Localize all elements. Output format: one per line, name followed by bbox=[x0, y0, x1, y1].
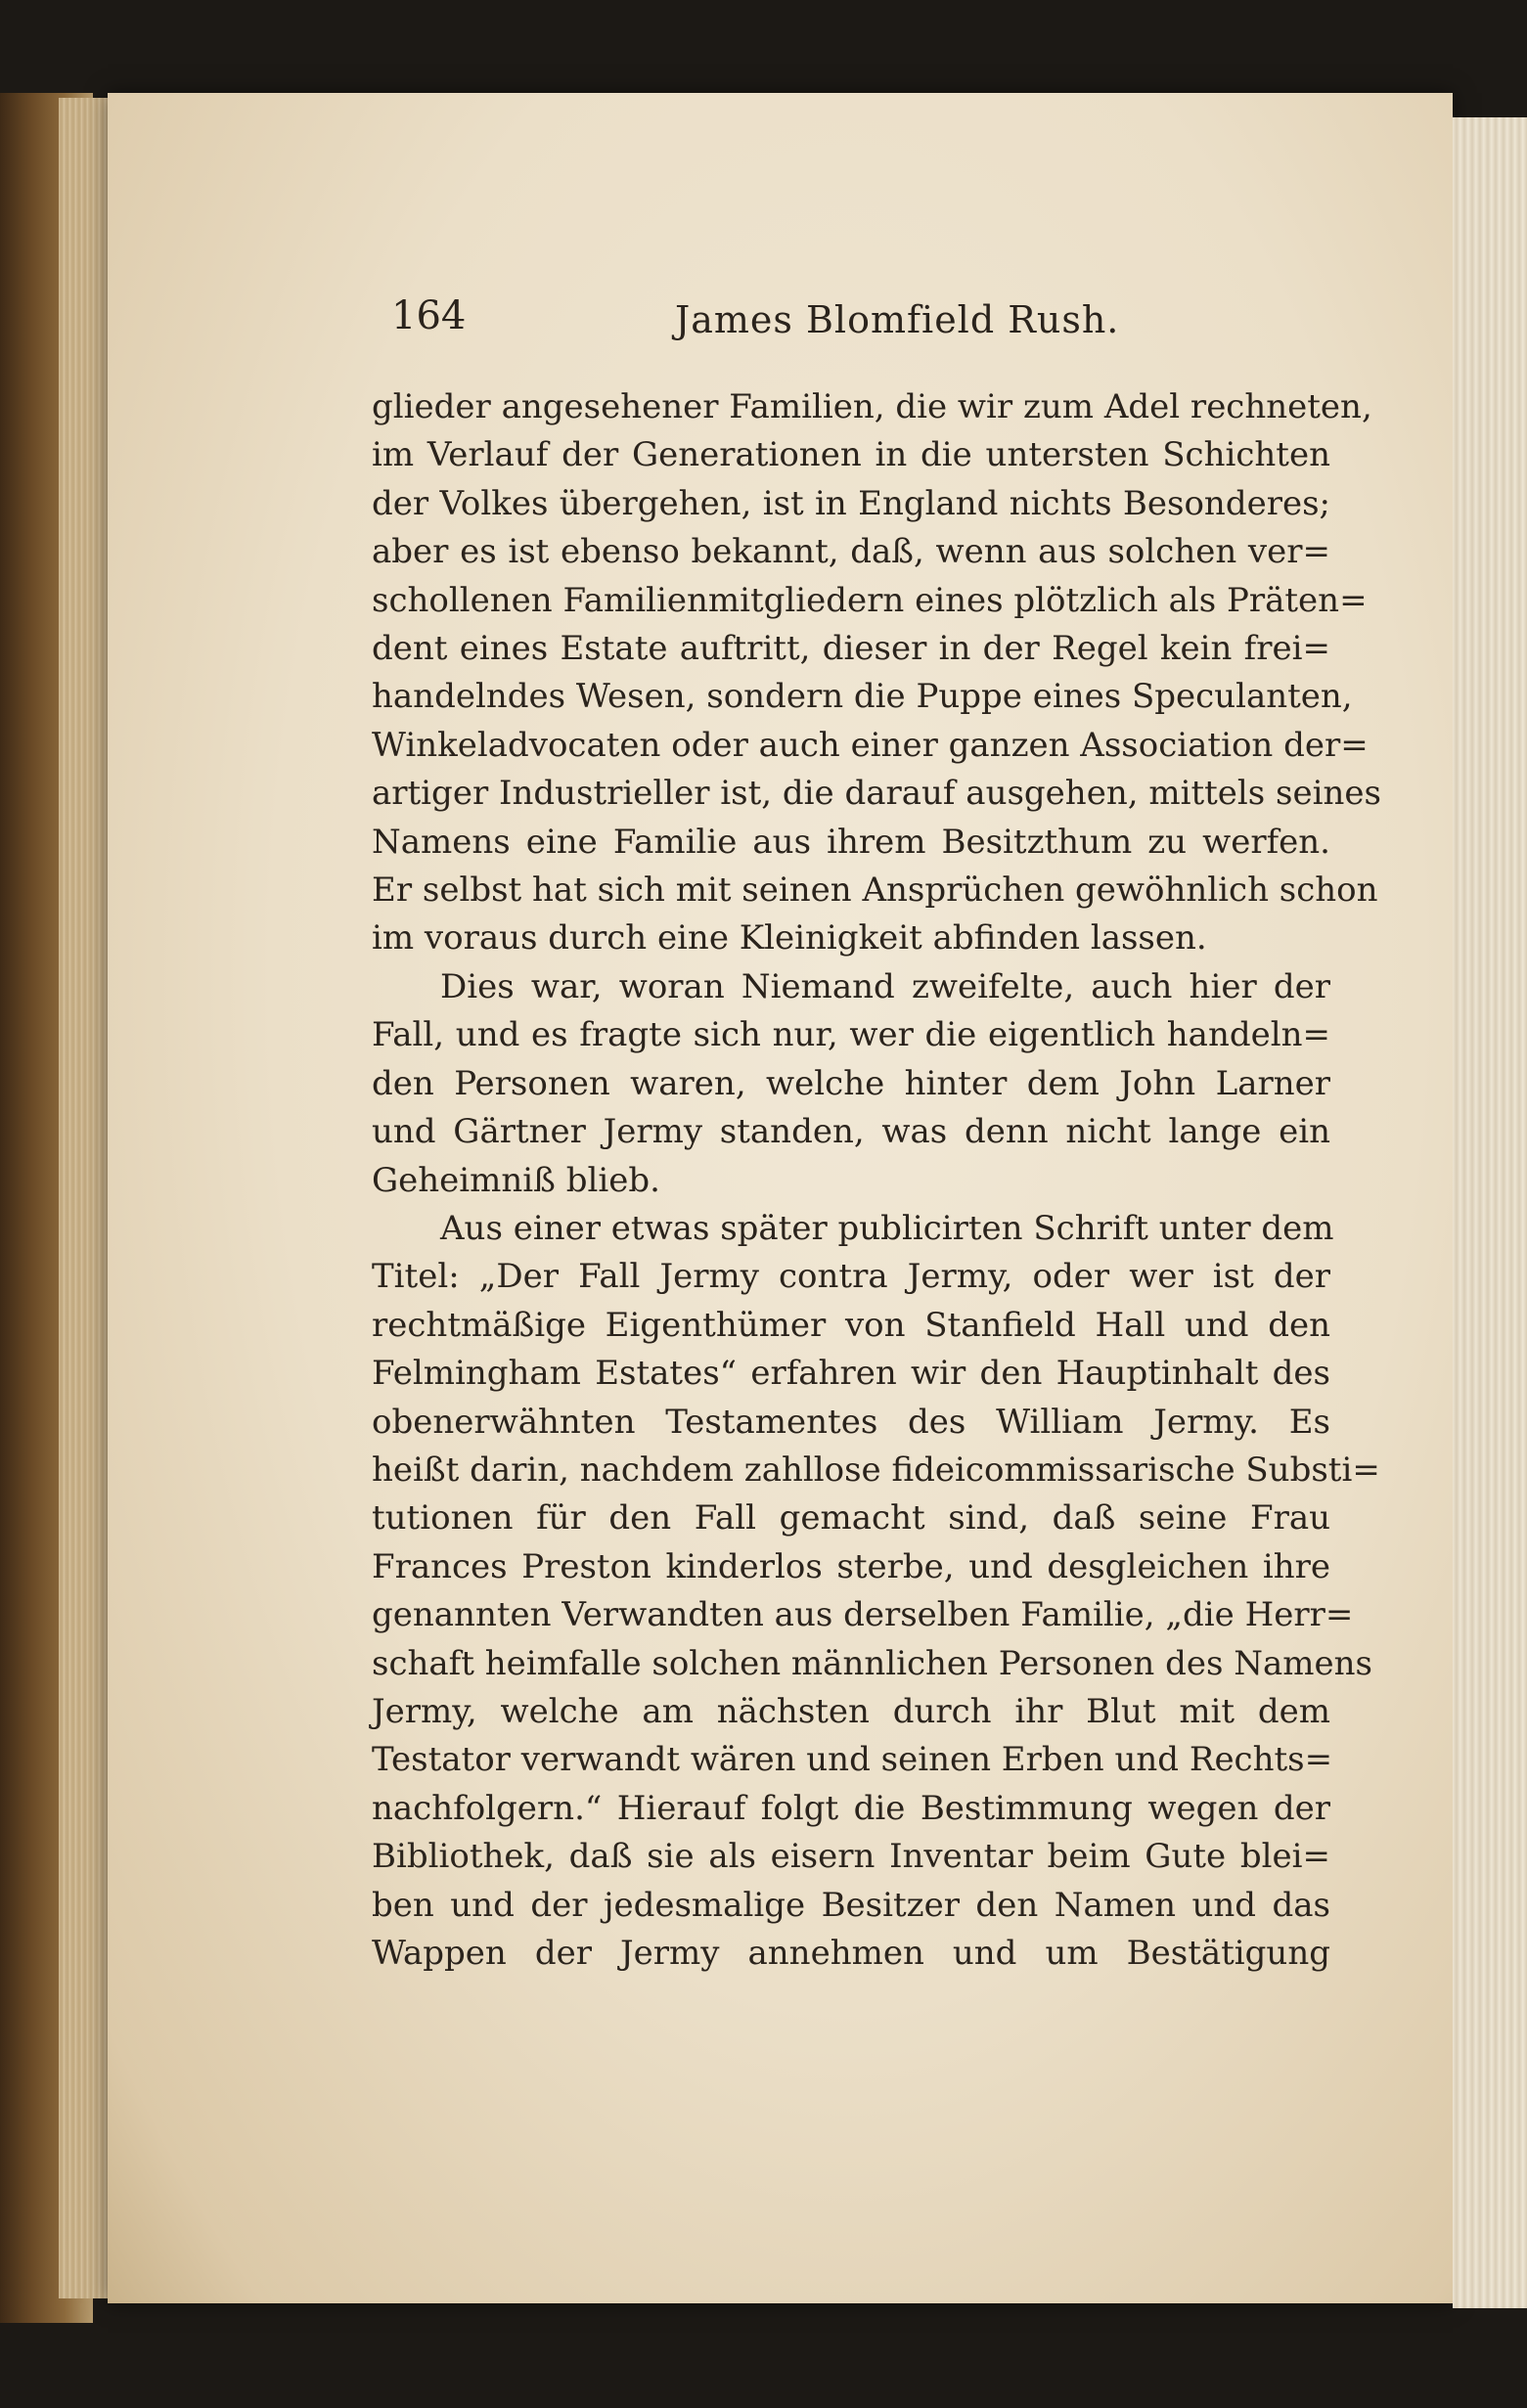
paragraph bbox=[372, 383, 1381, 963]
text-line: Testator verwandt wären und seinen Erben und Rechts= bbox=[372, 1740, 1333, 1780]
text-line: Dies war, woran Niemand zweifelte, auch hier der bbox=[440, 966, 1330, 1006]
text-line: Er selbst hat sich mit seinen Ansprüchen gewöhnlich schon bbox=[372, 870, 1378, 911]
text-line: Frances Preston kinderlos sterbe, und desgleichen ihre bbox=[372, 1546, 1330, 1586]
text-line: schollenen Familienmitgliedern eines plötzlich als Präten= bbox=[372, 580, 1368, 620]
text-line: Bibliothek, daß sie als eisern Inventar beim Gute blei= bbox=[372, 1837, 1330, 1877]
text-line: Titel: „Der Fall Jermy contra Jermy, oder wer ist der bbox=[372, 1257, 1330, 1297]
text-line: ben und der jedesmalige Besitzer den Namen und das bbox=[372, 1885, 1330, 1925]
text-line: obenerwähnten Testamentes des William Jermy. Es bbox=[372, 1402, 1330, 1442]
text-line: der Volkes übergehen, ist in England nichts Besonderes; bbox=[372, 483, 1330, 523]
text-line: handelndes Wesen, sondern die Puppe eines Speculanten, bbox=[372, 677, 1353, 717]
text-line: glieder angesehener Familien, die wir zum Adel rechneten, bbox=[372, 387, 1372, 426]
text-line: Aus einer etwas später publicirten Schrift unter dem bbox=[440, 1208, 1334, 1248]
text-line: schaft heimfalle solchen männlichen Personen des Namens bbox=[372, 1643, 1372, 1683]
text-line: tutionen für den Fall gemacht sind, daß seine Frau bbox=[372, 1498, 1330, 1538]
text-line: rechtmäßige Eigenthümer von Stanfield Hall und den bbox=[372, 1305, 1330, 1345]
paragraph bbox=[372, 963, 1330, 1205]
text-line: im Verlauf der Generationen in die untersten Schichten bbox=[372, 435, 1330, 475]
text-line: aber es ist ebenso bekannt, daß, wenn aus solchen ver= bbox=[372, 532, 1330, 572]
text-line: im voraus durch eine Kleinigkeit abfinden lassen. bbox=[372, 918, 1207, 959]
text-line: Geheimniß blieb. bbox=[372, 1160, 660, 1200]
text-line: Fall, und es fragte sich nur, wer die eigentlich handeln= bbox=[372, 1015, 1330, 1055]
page-number: 164 bbox=[391, 293, 467, 338]
running-head: James Blomfield Rush. bbox=[675, 298, 1120, 341]
text-line: Felmingham Estates“ erfahren wir den Hauptinhalt des bbox=[372, 1354, 1330, 1394]
text-line: Jermy, welche am nächsten durch ihr Blut mit dem bbox=[372, 1691, 1330, 1731]
text-line: Namens eine Familie aus ihrem Besitzthum zu werfen. bbox=[372, 822, 1330, 862]
text-line: und Gärtner Jermy standen, was denn nicht lange ein bbox=[372, 1112, 1330, 1152]
text-line: nachfolgern.“ Hierauf folgt die Bestimmung wegen der bbox=[372, 1788, 1330, 1828]
paragraph bbox=[372, 1205, 1380, 1979]
text-line: heißt darin, nachdem zahllose fideicommissarische Substi= bbox=[372, 1449, 1380, 1490]
text-line: dent eines Estate auftritt, dieser in der Regel kein frei= bbox=[372, 629, 1330, 669]
text-line: Winkeladvocaten oder auch einer ganzen Association der= bbox=[372, 725, 1369, 765]
right-page-edge bbox=[1453, 117, 1527, 2308]
text-line: genannten Verwandten aus derselben Familie, „die Herr= bbox=[372, 1595, 1354, 1635]
text-line: Wappen der Jermy annehmen und um Bestätigung bbox=[372, 1934, 1330, 1973]
text-line: artiger Industrieller ist, die darauf ausgehen, mittels seines bbox=[372, 774, 1381, 814]
text-line: den Personen waren, welche hinter dem John Larner bbox=[372, 1063, 1330, 1103]
page-header bbox=[391, 293, 1321, 362]
body-text bbox=[372, 383, 1381, 1978]
